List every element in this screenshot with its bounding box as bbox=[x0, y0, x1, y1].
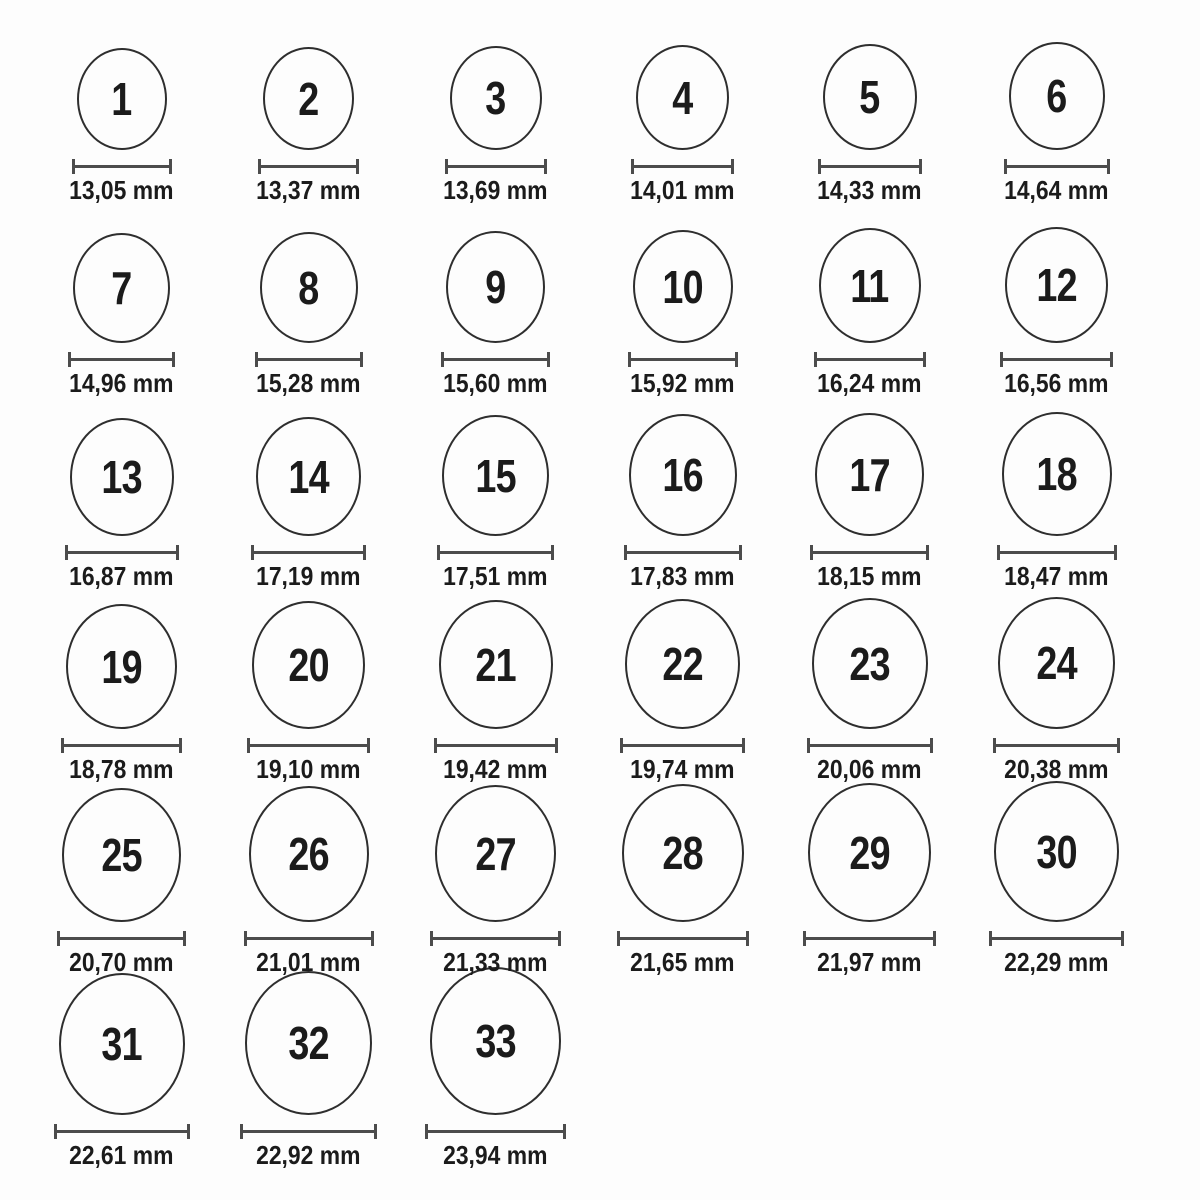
ring-size-item bbox=[963, 408, 1150, 601]
diameter-label: 13,69 mm bbox=[443, 175, 548, 205]
ring-size-number: 12 bbox=[1036, 259, 1077, 311]
ring-circle bbox=[998, 597, 1115, 729]
ring-circle bbox=[629, 414, 737, 536]
diameter-measure-line bbox=[617, 931, 749, 946]
diameter-measure-line bbox=[61, 738, 182, 753]
ring-size-number: 5 bbox=[859, 71, 880, 123]
ring-circle bbox=[249, 786, 369, 922]
ring-circle bbox=[808, 783, 931, 922]
ring-size-number: 20 bbox=[288, 639, 329, 691]
ring-size-number: 2 bbox=[298, 72, 319, 125]
diameter-label: 13,37 mm bbox=[256, 175, 361, 205]
ring-circle bbox=[66, 604, 177, 729]
ring-circle bbox=[442, 415, 549, 536]
diameter-label: 19,42 mm bbox=[443, 754, 548, 784]
ring-circle bbox=[70, 418, 174, 536]
ring-size-item bbox=[215, 215, 402, 408]
ring-size-number: 17 bbox=[849, 448, 890, 501]
diameter-label: 18,47 mm bbox=[1004, 561, 1109, 591]
ring-size-item bbox=[215, 987, 402, 1180]
diameter-measure-line bbox=[425, 1124, 566, 1139]
ring-size-item bbox=[215, 794, 402, 987]
diameter-measure-line bbox=[803, 931, 936, 946]
diameter-measure-line bbox=[620, 738, 745, 753]
diameter-label: 16,56 mm bbox=[1004, 368, 1109, 398]
ring-size-number: 7 bbox=[111, 262, 132, 314]
diameter-label: 22,92 mm bbox=[256, 1140, 361, 1170]
ring-circle bbox=[815, 413, 924, 536]
ring-size-item bbox=[402, 601, 589, 794]
ring-size-item bbox=[589, 22, 776, 215]
diameter-measure-line bbox=[255, 352, 363, 367]
ring-size-number: 3 bbox=[485, 72, 506, 124]
diameter-label: 20,38 mm bbox=[1004, 754, 1109, 784]
ring-circle bbox=[430, 967, 561, 1115]
ring-size-item bbox=[402, 987, 589, 1180]
ring-circle bbox=[636, 45, 729, 150]
ring-size-item bbox=[215, 601, 402, 794]
ring-size-item bbox=[776, 794, 963, 987]
diameter-measure-line bbox=[65, 545, 179, 560]
diameter-label: 14,01 mm bbox=[630, 175, 735, 205]
diameter-label: 16,24 mm bbox=[817, 368, 922, 398]
diameter-measure-line bbox=[244, 931, 374, 946]
ring-size-number: 14 bbox=[288, 450, 329, 503]
ring-size-number: 13 bbox=[101, 451, 142, 503]
ring-size-number: 33 bbox=[475, 1015, 516, 1067]
ring-size-number: 22 bbox=[662, 638, 703, 690]
ring-size-number: 16 bbox=[662, 449, 703, 501]
ring-size-number: 31 bbox=[101, 1018, 142, 1070]
ring-circle bbox=[260, 232, 358, 343]
ring-size-item bbox=[28, 215, 215, 408]
ring-size-number: 24 bbox=[1036, 637, 1077, 689]
ring-size-item bbox=[28, 794, 215, 987]
ring-circle bbox=[59, 973, 185, 1115]
ring-size-item bbox=[589, 601, 776, 794]
ring-size-item bbox=[28, 601, 215, 794]
ring-size-item bbox=[589, 408, 776, 601]
ring-circle bbox=[1002, 412, 1112, 536]
diameter-measure-line bbox=[810, 545, 929, 560]
ring-circle bbox=[1005, 227, 1108, 343]
diameter-measure-line bbox=[437, 545, 554, 560]
diameter-measure-line bbox=[68, 352, 175, 367]
diameter-label: 23,94 mm bbox=[443, 1140, 548, 1170]
ring-size-number: 27 bbox=[475, 827, 516, 880]
diameter-label: 21,33 mm bbox=[443, 947, 548, 977]
diameter-label: 14,64 mm bbox=[1004, 175, 1109, 205]
diameter-label: 18,15 mm bbox=[817, 561, 922, 591]
ring-size-number: 8 bbox=[298, 261, 319, 314]
ring-size-number: 29 bbox=[849, 826, 890, 879]
ring-size-number: 6 bbox=[1046, 70, 1067, 122]
ring-size-number: 32 bbox=[288, 1017, 329, 1069]
ring-size-item bbox=[963, 794, 1150, 987]
ring-circle bbox=[625, 599, 740, 729]
ring-size-item bbox=[776, 215, 963, 408]
diameter-measure-line bbox=[814, 352, 926, 367]
ring-size-number: 25 bbox=[101, 829, 142, 881]
ring-circle bbox=[439, 600, 553, 729]
diameter-measure-line bbox=[1000, 352, 1113, 367]
ring-circle bbox=[245, 971, 372, 1115]
diameter-label: 21,01 mm bbox=[256, 947, 361, 977]
diameter-label: 22,61 mm bbox=[69, 1140, 174, 1170]
diameter-measure-line bbox=[240, 1124, 377, 1139]
diameter-label: 16,87 mm bbox=[69, 561, 174, 591]
diameter-measure-line bbox=[624, 545, 742, 560]
ring-circle bbox=[435, 785, 556, 922]
ring-circle bbox=[62, 788, 181, 922]
diameter-measure-line bbox=[628, 352, 738, 367]
ring-circle bbox=[252, 601, 365, 729]
diameter-measure-line bbox=[631, 159, 734, 174]
diameter-label: 19,10 mm bbox=[256, 754, 361, 784]
diameter-measure-line bbox=[818, 159, 922, 174]
diameter-label: 17,83 mm bbox=[630, 561, 735, 591]
diameter-measure-line bbox=[258, 159, 359, 174]
ring-size-item bbox=[963, 601, 1150, 794]
ring-size-number: 9 bbox=[485, 261, 506, 313]
ring-circle bbox=[1009, 42, 1105, 150]
ring-size-item bbox=[776, 408, 963, 601]
ring-circle bbox=[263, 47, 354, 150]
ring-size-number: 26 bbox=[288, 828, 329, 880]
diameter-measure-line bbox=[54, 1124, 190, 1139]
diameter-measure-line bbox=[247, 738, 370, 753]
ring-size-item bbox=[215, 408, 402, 601]
ring-size-item bbox=[776, 601, 963, 794]
ring-size-item bbox=[589, 794, 776, 987]
ring-circle bbox=[77, 48, 167, 150]
ring-size-number: 30 bbox=[1036, 825, 1077, 878]
ring-circle bbox=[446, 231, 545, 343]
diameter-measure-line bbox=[72, 159, 172, 174]
ring-circle bbox=[256, 417, 361, 536]
ring-size-item bbox=[28, 987, 215, 1180]
ring-size-number: 11 bbox=[850, 259, 889, 312]
diameter-label: 15,60 mm bbox=[443, 368, 548, 398]
ring-circle bbox=[450, 46, 542, 150]
diameter-label: 14,33 mm bbox=[817, 175, 922, 205]
diameter-measure-line bbox=[434, 738, 558, 753]
diameter-label: 13,05 mm bbox=[69, 175, 174, 205]
diameter-measure-line bbox=[1004, 159, 1110, 174]
ring-size-number: 19 bbox=[101, 640, 142, 693]
diameter-label: 15,28 mm bbox=[256, 368, 361, 398]
diameter-label: 18,78 mm bbox=[69, 754, 174, 784]
diameter-label: 20,06 mm bbox=[817, 754, 922, 784]
diameter-measure-line bbox=[441, 352, 550, 367]
ring-size-item bbox=[963, 22, 1150, 215]
ring-size-number: 21 bbox=[475, 638, 516, 691]
ring-size-item bbox=[215, 22, 402, 215]
ring-size-item bbox=[402, 794, 589, 987]
ring-size-item bbox=[776, 22, 963, 215]
ring-size-number: 23 bbox=[849, 637, 890, 690]
diameter-label: 17,51 mm bbox=[443, 561, 548, 591]
ring-size-item bbox=[963, 215, 1150, 408]
ring-circle bbox=[823, 44, 917, 150]
diameter-label: 14,96 mm bbox=[69, 368, 174, 398]
diameter-measure-line bbox=[57, 931, 186, 946]
diameter-measure-line bbox=[807, 738, 933, 753]
diameter-label: 21,65 mm bbox=[630, 947, 735, 977]
ring-size-item bbox=[28, 408, 215, 601]
ring-size-number: 15 bbox=[475, 449, 516, 502]
diameter-label: 21,97 mm bbox=[817, 947, 922, 977]
diameter-label: 15,92 mm bbox=[630, 368, 735, 398]
diameter-measure-line bbox=[997, 545, 1117, 560]
diameter-label: 19,74 mm bbox=[630, 754, 735, 784]
ring-circle bbox=[622, 784, 744, 922]
ring-size-item bbox=[402, 22, 589, 215]
diameter-measure-line bbox=[993, 738, 1120, 753]
diameter-measure-line bbox=[251, 545, 366, 560]
ring-circle bbox=[73, 233, 170, 343]
ring-size-item bbox=[402, 215, 589, 408]
diameter-label: 22,29 mm bbox=[1004, 947, 1109, 977]
ring-size-number: 10 bbox=[662, 260, 703, 313]
diameter-label: 20,70 mm bbox=[69, 947, 174, 977]
diameter-measure-line bbox=[445, 159, 547, 174]
ring-size-number: 28 bbox=[662, 827, 703, 879]
diameter-measure-line bbox=[989, 931, 1124, 946]
diameter-label: 17,19 mm bbox=[256, 561, 361, 591]
ring-size-number: 18 bbox=[1036, 448, 1077, 500]
ring-size-item bbox=[589, 215, 776, 408]
diameter-measure-line bbox=[430, 931, 561, 946]
ring-circle bbox=[819, 228, 921, 343]
ring-size-number: 1 bbox=[111, 73, 132, 125]
ring-size-item bbox=[28, 22, 215, 215]
ring-circle bbox=[994, 781, 1119, 922]
ring-size-number: 4 bbox=[672, 71, 693, 124]
ring-circle bbox=[812, 598, 928, 729]
ring-size-item bbox=[402, 408, 589, 601]
ring-circle bbox=[633, 230, 733, 343]
